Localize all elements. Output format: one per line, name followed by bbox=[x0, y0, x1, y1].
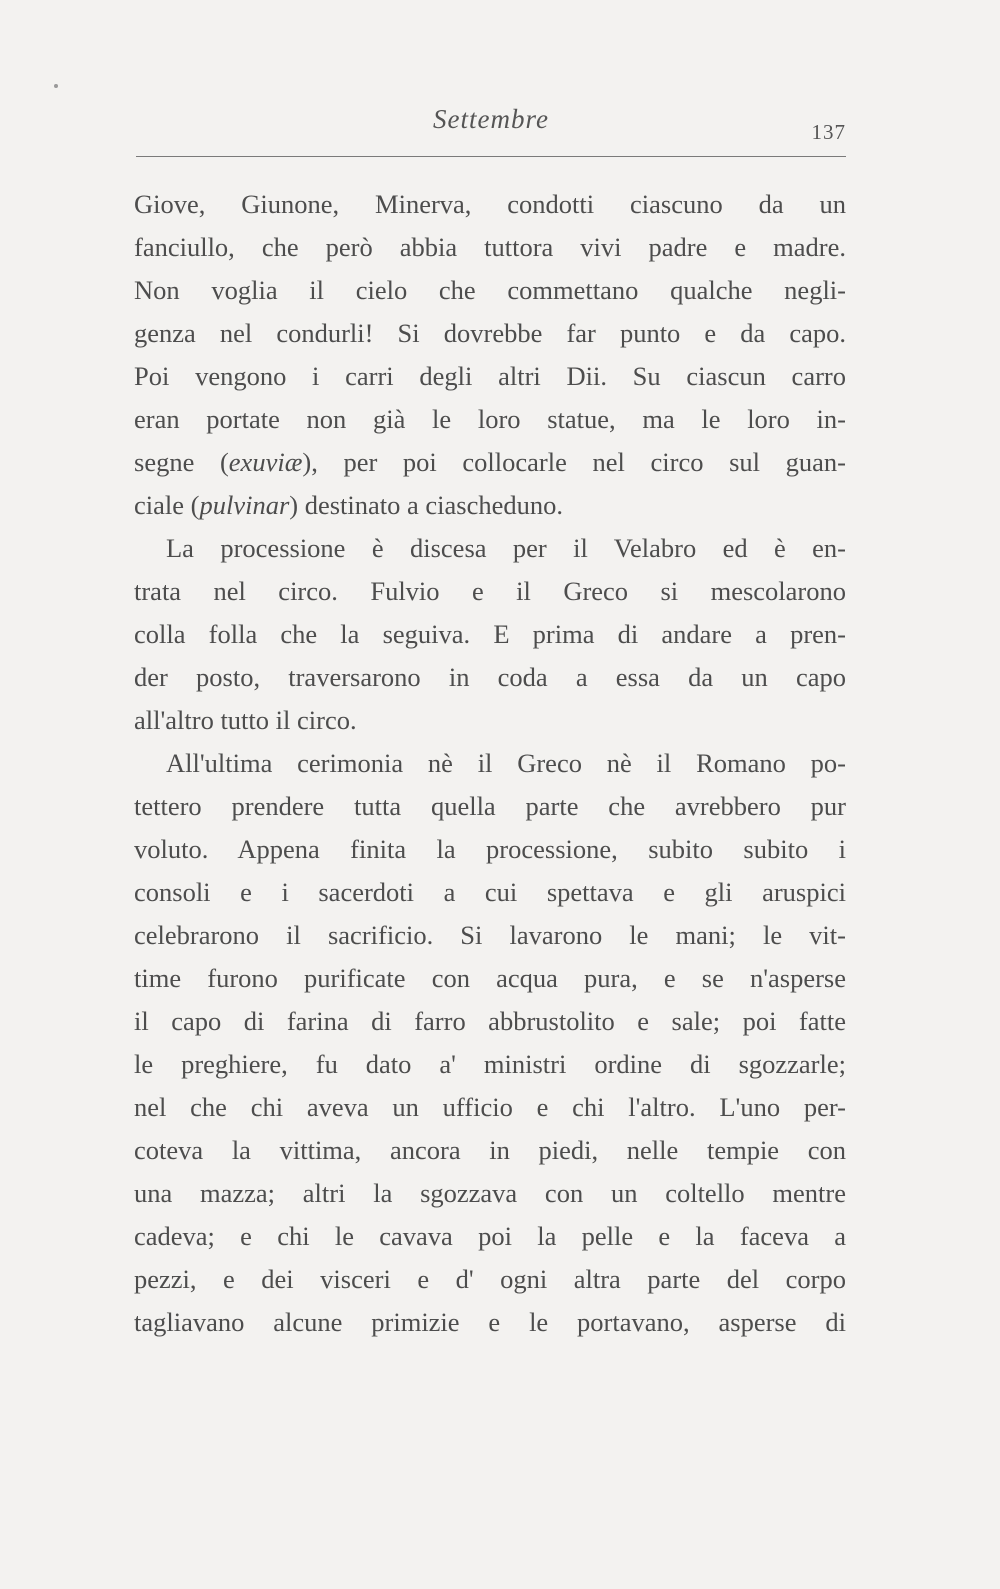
text-line: pezzi, e dei visceri e d' ogni altra parte del corpo bbox=[134, 1264, 846, 1294]
text-line: celebrarono il sacrificio. Si lavarono le mani; le vit- bbox=[134, 920, 846, 950]
ink-speck bbox=[54, 84, 58, 88]
text-line: ciale (pulvinar) destinato a ciascheduno. bbox=[134, 490, 564, 520]
text-line: le preghiere, fu dato a' ministri ordine di sgozzarle; bbox=[134, 1049, 846, 1079]
text-line: colla folla che la seguiva. E prima di andare a pren- bbox=[134, 619, 846, 649]
text-line: segne (exuviæ), per poi collocarle nel circo sul guan- bbox=[134, 447, 846, 477]
text-line: nel che chi aveva un ufficio e chi l'altro. L'uno per- bbox=[134, 1092, 846, 1122]
text-line: Poi vengono i carri degli altri Dii. Su ciascun carro bbox=[134, 361, 846, 391]
text-line: trata nel circo. Fulvio e il Greco si mescolarono bbox=[134, 576, 846, 606]
text-line: cadeva; e chi le cavava poi la pelle e la faceva a bbox=[134, 1221, 846, 1251]
text-line: time furono purificate con acqua pura, e se n'asperse bbox=[134, 963, 846, 993]
text-line: eran portate non già le loro statue, ma le loro in- bbox=[134, 404, 846, 434]
text-line: tettero prendere tutta quella parte che avrebbero pur bbox=[134, 791, 846, 821]
body-text bbox=[134, 183, 846, 1344]
latin-term-pulvinar: pulvinar bbox=[199, 490, 290, 520]
text-line: Giove, Giunone, Minerva, condotti ciascuno da un bbox=[134, 189, 846, 219]
header-rule bbox=[136, 156, 846, 157]
latin-term-exuviae: exuviæ bbox=[228, 447, 303, 477]
running-head bbox=[136, 104, 846, 148]
text-line: genza nel condurli! Si dovrebbe far punto e da capo. bbox=[134, 318, 846, 348]
paragraph-start-line: All'ultima cerimonia nè il Greco nè il Romano po- bbox=[166, 748, 846, 778]
text-line: il capo di farina di farro abbrustolito e sale; poi fatte bbox=[134, 1006, 846, 1036]
text-line: tagliavano alcune primizie e le portavano, asperse di bbox=[134, 1307, 846, 1337]
text-line: fanciullo, che però abbia tuttora vivi padre e madre. bbox=[134, 232, 846, 262]
running-title: Settembre bbox=[433, 104, 549, 134]
page-number: 137 bbox=[811, 120, 846, 144]
text-line: una mazza; altri la sgozzava con un coltello mentre bbox=[134, 1178, 846, 1208]
text-line: all'altro tutto il circo. bbox=[134, 705, 357, 735]
text-line: coteva la vittima, ancora in piedi, nelle tempie con bbox=[134, 1135, 846, 1165]
text-line: Non voglia il cielo che commettano qualche negli- bbox=[134, 275, 846, 305]
text-line: voluto. Appena finita la processione, subito subito i bbox=[134, 834, 846, 864]
text-line: der posto, traversarono in coda a essa da un capo bbox=[134, 662, 846, 692]
text-line: consoli e i sacerdoti a cui spettava e gli aruspici bbox=[134, 877, 846, 907]
paragraph-start-line: La processione è discesa per il Velabro ed è en- bbox=[166, 533, 846, 563]
